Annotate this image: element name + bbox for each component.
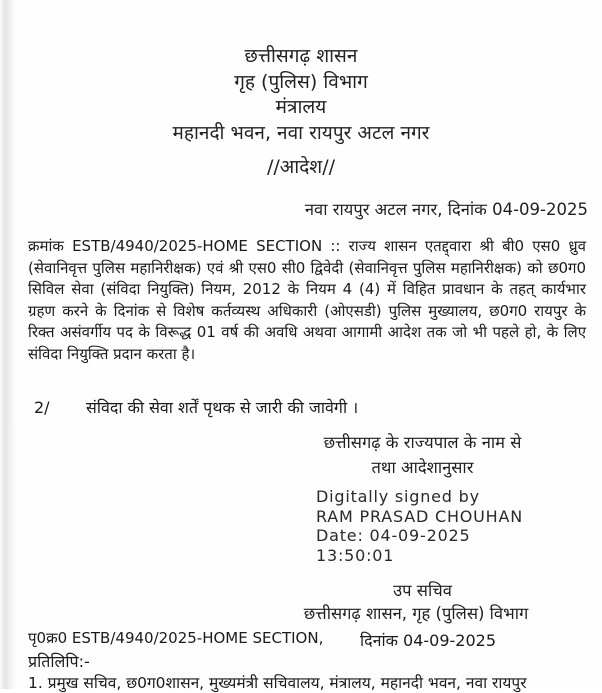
digital-signature-line-1: Digitally signed by: [316, 487, 480, 506]
endorsement-number: पृ0क्र0 ESTB/4940/2025-HOME SECTION,: [28, 629, 324, 647]
digital-signature-signer-name: RAM PRASAD CHOUHAN: [316, 506, 524, 526]
paragraph-number: 2/: [34, 398, 50, 417]
copy-to-item-1: 1. प्रमुख सचिव, छ0ग0शासन, मुख्यमंत्री सचिवालय, मंत्रालय, महानदी भवन, नवा रायपुर: [28, 674, 527, 692]
behalf-line-1: छत्तीसगढ़ के राज्यपाल के नाम से: [323, 433, 522, 452]
paragraph-2-text: संविदा की सेवा शर्तें पृथक से जारी की जावेगी ।: [86, 398, 359, 417]
digital-signature-time: 13:50:01: [316, 545, 395, 565]
copy-to-label: प्रतिलिपि:-: [28, 652, 90, 671]
on-behalf-block: [250, 430, 595, 480]
signatory-designation: उप सचिव: [393, 581, 452, 600]
address-line: महानदी भवन, नवा रायपुर अटल नगर: [172, 121, 430, 144]
government-name: छत्तीसगढ़ शासन: [244, 45, 358, 67]
ministry-name: मंत्रालय: [275, 96, 327, 118]
order-paragraph-1: क्रमांक ESTB/4940/2025-HOME SECTION :: राज्य शासन एतद्द्वारा श्री बी0 एस0 ध्रुव (सेवानिवृत्त पुलिस महानिरीक्षक) एवं श्री एस0 सी0 द्विवेदी (सेवानिवृत्त पुलिस महानिरीक्षक) को छ0ग0 सिविल सेवा (संविदा नियुक्ति) नियम, 2012 के नियम 4 (4) में विहित प्रावधान के तहत् कार्यभार ग्रहण करने के दिनांक से विशेष कर्तव्यस्थ अधिकारी (ओएसडी) पुलिस मुख्यालय, छ0ग0 रायपुर के रिक्त असंवर्गीय पद के विरूद्ध 01 वर्ष की अवधि अथवा आगामी आदेश तक जो भी पहले हो, के लिए संविदा नियुक्ति प्रदान करता है।: [28, 237, 586, 363]
behalf-line-2: तथा आदेशानुसार: [371, 458, 474, 477]
order-title: //आदेश//: [266, 156, 336, 178]
digital-signature-date: Date: 04-09-2025: [316, 526, 471, 545]
digital-signature-block: [316, 487, 523, 565]
order-paragraph-2: [34, 396, 586, 418]
endorsement-line: [28, 628, 592, 648]
department-name: गृह (पुलिस) विभाग: [234, 70, 368, 93]
endorsement-date: दिनांक 04-09-2025: [360, 631, 497, 650]
signatory-department: छत्तीसगढ़ शासन, गृह (पुलिस) विभाग: [303, 604, 529, 623]
letterhead: [0, 44, 602, 146]
place-date-line: नवा रायपुर अटल नगर, दिनांक 04-09-2025: [304, 200, 588, 219]
